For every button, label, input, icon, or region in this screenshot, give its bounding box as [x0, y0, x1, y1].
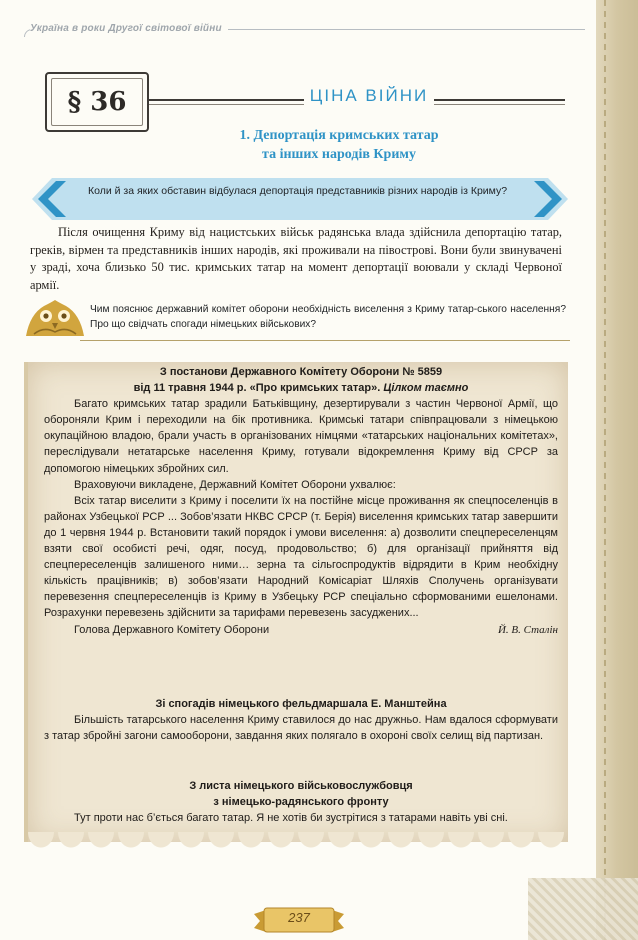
paragraph-number: § 36	[67, 87, 127, 117]
manstein-source	[28, 696, 568, 744]
page-number: 237	[288, 910, 310, 925]
corner-ornament	[528, 878, 638, 940]
page-number-ribbon	[254, 906, 344, 936]
decree-secret-mark: Цілком таємно	[383, 382, 469, 395]
historical-sources-panel	[24, 362, 568, 842]
question-text: Коли й за яких обставин відбулася депортація представників різних народів із Криму?	[88, 185, 508, 197]
decree-paragraph-2: Враховуючи викладене, Державний Комітет Оборони ухвалює:	[74, 478, 396, 491]
section-title-line1: 1. Депортація кримських татар	[239, 128, 439, 143]
decree-heading-date: від 11 травня 1944 р. «Про кримських татар».	[133, 382, 381, 395]
running-head-text: Україна в роки Другої світової війни	[30, 23, 228, 34]
letter-text: Тут проти нас б’ється багато татар. Я не хотів би зустрітися з татарами навіть уві сні.	[74, 812, 508, 825]
chapter-title-text: ЦІНА ВІЙНИ	[304, 86, 434, 105]
decree-heading-line2	[44, 380, 558, 396]
task-question: Чим пояснює державний комітет оборони необхідність виселення з Криму татар-ського населення? Про що свідчать спогади німецьких військових?	[90, 304, 566, 330]
letter-heading-line2: з німецько-радянського фронту	[213, 796, 389, 809]
task-underline	[80, 340, 570, 341]
letter-heading-line1: З листа німецького військовослужбовця	[189, 780, 413, 792]
signature-role: Голова Державного Комітету Оборони	[74, 623, 270, 636]
manstein-text: Більшість татарського населення Криму ставилося до нас дружньо. Нам вдалося сформувати з татар збройні загони самооборони, завдання яких полягало в охороні своїх селищ від партизан.	[44, 714, 558, 743]
task-block	[24, 296, 574, 346]
decree-heading-line1: З постанови Державного Комітету Оборони № 5859	[159, 366, 443, 378]
decree-signature	[44, 622, 558, 638]
letter-source	[28, 778, 568, 826]
decree-paragraph-1: Багато кримських татар зрадили Батьківщину, дезертирували з частин Червоної Армії, що обороняли Крим і переходили на бік противника. Кримські татари співпрацювали з німецькою окупаційною владою, брали участь в організованих німцями «татарських національних комітетах», переслідували нетатарське населення Криму, готували відокремлення Криму від СРСР за допомогою німецьких збройних сил.	[44, 398, 558, 475]
manstein-heading: Зі спогадів німецького фельдмаршала Е. Манштейна	[155, 698, 447, 710]
running-head	[30, 23, 590, 34]
chevron-right-icon	[526, 178, 570, 220]
owl-ornament-icon	[24, 296, 86, 340]
signature-name: Й. В. Сталін	[497, 623, 558, 636]
question-band	[30, 178, 570, 220]
decree-paragraph-3: Всіх татар виселити з Криму і поселити їх на постійне місце проживання як спецпоселенців в районах Узбецької РСР ... Зобов’язати НКВС СРСР (т. Берія) виселення кримських татар завершити до 1 червня 1944 р. Встановити такий порядок і умови виселення: а) дозволити спецпереселенцям взяти свої особисті речі, одяг, посуд, продовольство; б) для організації прийняття від спецпереселенців залишеного ними… зерна та сільгоспродуктів відрядити в Крим необхідну кількість працівників; в) зобов’язати Народний Комісаріат Шляхів Сполучень організувати перевезення спецпереселенців із Криму в Узбецьку РСР спеціально сформованими ешелонами. Розрахунки перевезень здійснити за тарифами перевезень засуджених...	[44, 494, 558, 620]
chevron-left-icon	[30, 178, 74, 220]
section-title	[0, 126, 638, 164]
section-title-line2: та інших народів Криму	[262, 147, 416, 162]
intro-paragraph: Після очищення Криму від нацистських військ радянська влада здійснила депортацію татар, греків, вірмен та представників інших народів, які проживали на півострові. Вони були звинувачені у зраді, хоча близько 50 тис. кримських татар на момент депортації воювали у складі Червоної армії.	[30, 225, 562, 292]
decree-source	[28, 362, 568, 638]
chapter-title	[0, 86, 638, 106]
